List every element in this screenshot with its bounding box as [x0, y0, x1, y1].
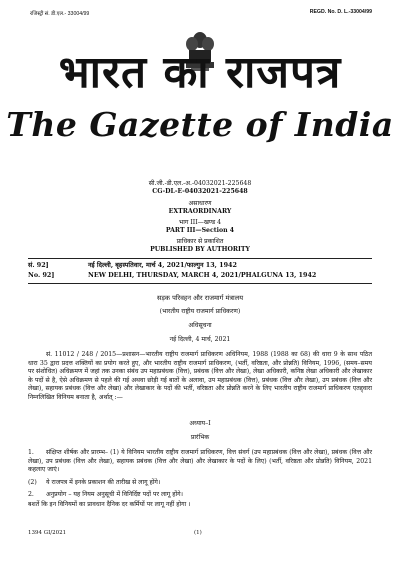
notification-date: नई दिल्ली, 4 मार्च, 2021 [169, 336, 231, 343]
issue-number-english: No. 92] [28, 271, 55, 279]
chapter-heading: अध्याय–I [189, 420, 211, 427]
masthead-hindi: भारत का राजपत्र [58, 47, 342, 98]
registration-number-english: REGD. No. D. L.-33004/99 [309, 9, 372, 15]
main-paragraph: सं. 11012 / 248 / 2015—प्रशासन—भारतीय राष्ट्रीय राजमार्ग प्राधिकरण अधिनियम, 1988 (1988 का 68) की धारा 9 के साथ पठित धारा 35 द्वारा प्रदत्त शक्तियों का प्रयोग करते हुए, और भारतीय राष्ट्रीय राजमार्ग प्राधिकरण, (भर्ती, वरिष्ठता, और प्रोन्नति) विनियम, 1996, (समय–समय पर संशोधित) अधिक्रमण में जहां तक उनका संबंध उप महाप्रबंधक (वित्त), प्रबंधक (वित्त और लेखा), लेखा अधिकारी, कनिष्ठ लेखा अधिकारी और लेखाकार के पदों से है, ऐसे अधिक्रमण से पहले की गई अथवा छोड़ी गई बातों के अलावा, उप महाप्रबंधक (वित्त), प्रबंधक (वित्त और लेखा), उप प्रबंधक (वित्त और लेखा), सहायक प्रबंधक (वित्त और लेखा) और लेखाकार के पदों की भर्ती, वरिष्ठता और प्रोन्नति करने के लिए भारतीय राष्ट्रीय राजमार्ग प्राधिकरण एतद्द्वारा निम्नलिखित विनियम बनाता है, अर्थात् :— [28, 351, 372, 401]
divider [28, 258, 372, 259]
authority-name: (भारतीय राष्ट्रीय राजमार्ग प्राधिकरण) [159, 308, 241, 315]
notification-heading: अधिसूचना [188, 322, 212, 329]
clause-1 [28, 449, 372, 475]
issue-line-hindi [28, 261, 372, 270]
extraordinary-english: EXTRAORDINARY [168, 208, 232, 215]
part-english: PART III—Section 4 [165, 227, 235, 234]
clause-1-number: 1. [28, 449, 34, 456]
authority-english: PUBLISHED BY AUTHORITY [150, 246, 250, 253]
clause-1-sub-text: ये राजपत्र में इनके प्रकाशन की तारीख से लागू होंगे। [46, 479, 161, 486]
print-code: 1394 GI/2021 [28, 530, 67, 536]
authority-hindi: प्राधिकार से प्रकाशित [176, 238, 224, 245]
cg-number-english: CG-DL-E-04032021-225648 [152, 188, 248, 195]
registration-number-hindi: रजिस्ट्री सं. डी.एल.- 33004/99 [30, 11, 90, 17]
clause-2 [28, 491, 372, 500]
divider [28, 283, 372, 284]
clause-1-text: संक्षिप्त शीर्षक और प्रारम्भ– (1) ये विनियम भारतीय राष्ट्रीय राजमार्ग प्राधिकरण, वित्त संवर्ग (उप महाप्रबंधक (वित्त और लेखा), प्रबंधक (वित्त और लेखा), उप प्रबंधक (वित्त और लेखा), सहायक प्रबंधक (वित्त और लेखा) और लेखाकार के पदों के लिए) (भर्ती, वरिष्ठता और प्रोन्नति) विनियम, 2021 कहलाए जाएं। [28, 449, 372, 474]
chapter-title: प्रारंभिक [190, 434, 210, 441]
clause-1-sub-number: (2) [28, 479, 37, 486]
page-number: (1) [194, 530, 202, 536]
issue-date-hindi: नई दिल्ली, बृहस्पतिवार, मार्च 4, 2021/फाल्गुन 13, 1942 [88, 261, 237, 269]
ministry-name: सड़क परिवहन और राजमार्ग मंत्रालय [156, 294, 244, 302]
part-hindi: भाग III—खण्ड 4 [178, 219, 222, 226]
extraordinary-hindi: असाधारण [188, 200, 212, 207]
clause-2-text: अनुप्रयोग – यह नियम अनुसूची में विनिर्दिष्ट पदों पर लागू होंगे। [46, 491, 183, 498]
issue-date-english: NEW DELHI, THURSDAY, MARCH 4, 2021/PHALGUNA 13, 1942 [88, 271, 317, 279]
clause-2-number: 2. [28, 491, 34, 498]
issue-line-english [28, 271, 372, 280]
clause-1-sub [28, 479, 372, 488]
clause-2-proviso: बशर्ते कि इन विनियमों का प्रावधान दैनिक दर कर्मियों पर लागू नहीं होगा । [28, 501, 191, 508]
masthead-english: The Gazette of India [6, 105, 394, 144]
cg-number-hindi: सी.जी.-डी.एल.-अ.-04032021-225648 [148, 180, 252, 187]
issue-number-hindi: सं. 92] [28, 261, 49, 269]
